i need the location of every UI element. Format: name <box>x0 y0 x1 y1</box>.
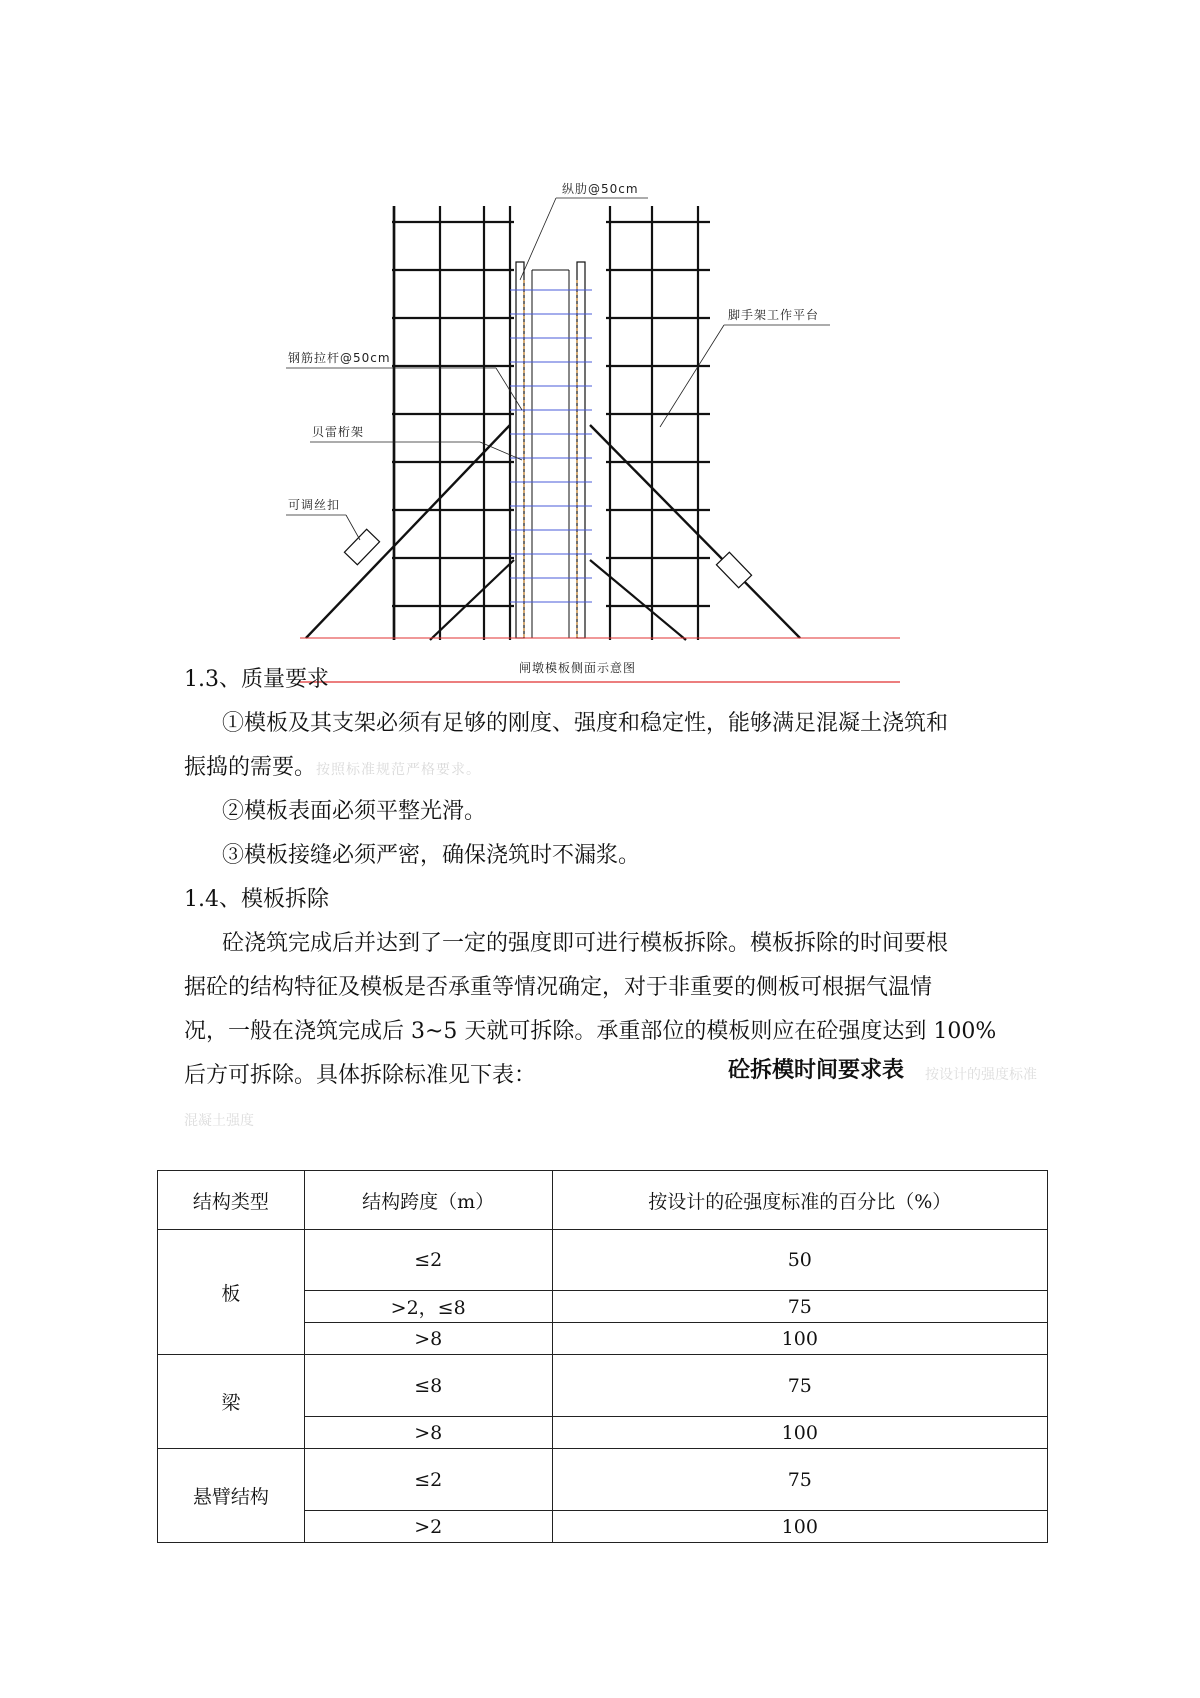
diagonal-braces <box>306 425 800 640</box>
header-span: 结构跨度（m） <box>304 1171 552 1230</box>
pct-cell: 100 <box>552 1323 1047 1355</box>
removal-para-line-1: 砼浇筑完成后并达到了一定的强度即可进行模板拆除。模板拆除的时间要根 <box>222 931 949 956</box>
table-row <box>158 1355 1048 1417</box>
type-cell: 悬臂结构 <box>158 1449 305 1543</box>
label-tie: 钢筋拉杆@50cm <box>288 351 391 365</box>
section-13-heading: 1.3、质量要求 <box>184 667 329 692</box>
pct-cell: 75 <box>552 1449 1047 1511</box>
form-panel-right <box>577 262 585 638</box>
label-rib: 纵肋@50cm <box>562 182 639 196</box>
span-cell: >2 <box>304 1511 552 1543</box>
pct-cell: 100 <box>552 1511 1047 1543</box>
table-row <box>158 1230 1048 1291</box>
span-cell: ≤2 <box>304 1230 552 1291</box>
scaffold-right <box>606 206 710 640</box>
section-14-heading: 1.4、模板拆除 <box>184 887 329 912</box>
leader-rib <box>520 198 556 280</box>
diagram-caption: 闸墩模板侧面示意图 <box>519 661 637 675</box>
diagram-svg <box>288 170 900 690</box>
header-structure-type: 结构类型 <box>158 1171 305 1230</box>
brace-left-inner <box>430 560 514 640</box>
faint-text-after-title: 按设计的强度标准 <box>925 1067 1037 1083</box>
removal-para-line-4: 后方可拆除。具体拆除标准见下表： <box>184 1063 537 1088</box>
table-title: 砼拆模时间要求表 <box>728 1058 905 1083</box>
header-strength-pct: 按设计的砼强度标准的百分比（%） <box>552 1171 1047 1230</box>
table-row <box>158 1449 1048 1511</box>
faint-watermark-text: 按照标准规范严格要求。 <box>316 762 482 778</box>
span-cell: >2，≤8 <box>304 1291 552 1323</box>
form-panel-left <box>516 262 524 638</box>
quality-item-1-text: 振捣的需要。 <box>184 755 317 780</box>
brace-right-inner <box>590 560 686 640</box>
label-platform: 脚手架工作平台 <box>728 308 820 322</box>
formwork-side-diagram <box>288 170 900 690</box>
span-cell: ≤2 <box>304 1449 552 1511</box>
span-cell: ≤8 <box>304 1355 552 1417</box>
pct-cell: 100 <box>552 1417 1047 1449</box>
label-bailey: 贝雷桁架 <box>312 425 365 439</box>
quality-item-2: ②模板表面必须平整光滑。 <box>222 799 487 824</box>
faint-text-below: 混凝土强度 <box>184 1113 254 1129</box>
pct-cell: 75 <box>552 1291 1047 1323</box>
pier-formwork <box>510 262 592 638</box>
quality-item-1-line-1: ①模板及其支架必须有足够的刚度、强度和稳定性，能够满足混凝土浇筑和 <box>222 711 949 736</box>
leader-platform <box>660 325 724 427</box>
removal-para-line-2: 据砼的结构特征及模板是否承重等情况确定，对于非重要的侧板可根据气温情 <box>184 975 933 1000</box>
quality-item-1-line-2 <box>184 748 481 790</box>
span-cell: >8 <box>304 1417 552 1449</box>
formwork-removal-table <box>157 1170 1048 1543</box>
label-screw: 可调丝扣 <box>288 498 341 512</box>
leader-screw <box>346 515 360 540</box>
table-header-row <box>158 1171 1048 1230</box>
type-cell: 板 <box>158 1230 305 1355</box>
quality-item-3: ③模板接缝必须严密，确保浇筑时不漏浆。 <box>222 843 641 868</box>
span-cell: >8 <box>304 1323 552 1355</box>
removal-para-line-3: 况，一般在浇筑完成后 3~5 天就可拆除。承重部位的模板则应在砼强度达到 100% <box>184 1019 997 1044</box>
turnbuckle-left <box>344 529 379 565</box>
pct-cell: 75 <box>552 1355 1047 1417</box>
scaffold-left <box>392 206 514 640</box>
pct-cell: 50 <box>552 1230 1047 1291</box>
type-cell: 梁 <box>158 1355 305 1449</box>
